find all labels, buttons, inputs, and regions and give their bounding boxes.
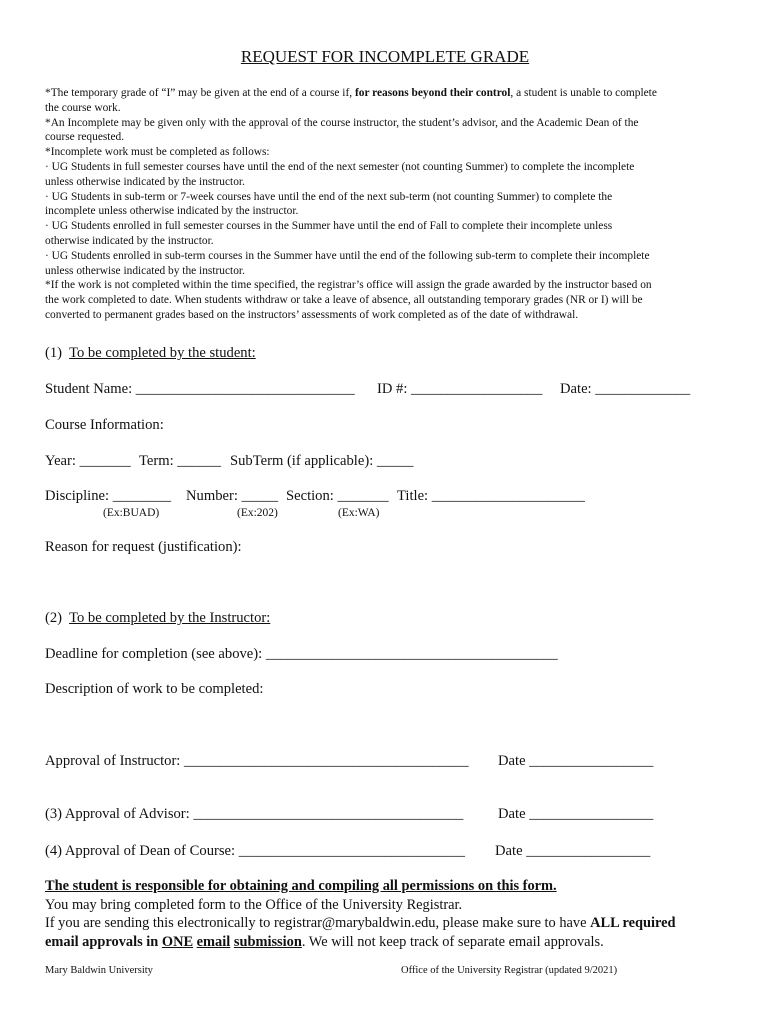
office-name: Office of the University Registrar (updated 9/2021)	[401, 965, 618, 976]
note-line: the course work.	[45, 101, 121, 114]
note-line: *An Incomplete may be given only with the approval of the course instructor, the student’s advisor, and the Academic Dean of the	[45, 116, 639, 129]
university-name: Mary Baldwin University	[45, 965, 153, 976]
instructions-block	[45, 86, 725, 323]
responsibility-note: The student is responsible for obtaining and compiling all permissions on this form.	[45, 878, 557, 894]
form-title: REQUEST FOR INCOMPLETE GRADE	[240, 47, 530, 66]
instructor-approval-field[interactable]: Approval of Instructor: _______________________________________	[45, 753, 469, 769]
section-number: (2)	[45, 610, 63, 626]
term-field[interactable]: Term: ______	[139, 453, 222, 469]
number-field[interactable]: Number: _____	[186, 488, 279, 504]
student-id-field[interactable]: ID #: __________________	[377, 381, 543, 397]
note-line: incomplete unless otherwise indicated by the instructor.	[45, 205, 299, 218]
year-field[interactable]: Year: _______	[45, 453, 131, 469]
note-line: otherwise indicated by the instructor.	[45, 234, 214, 247]
section-title: To be completed by the student:	[69, 345, 256, 361]
note-text: *The temporary grade of “I” may be given at the end of a course if,	[45, 87, 355, 99]
bring-form-note: You may bring completed form to the Office of the University Registrar.	[45, 896, 463, 913]
electronic-note	[45, 914, 676, 933]
note-line: · UG Students in full semester courses have until the end of the next semester (not counting Summer) to complete the incomplete	[45, 160, 635, 173]
note-line	[45, 86, 725, 101]
note-emphasis: ONE	[161, 933, 194, 950]
section-title: To be completed by the Instructor:	[69, 610, 271, 626]
note-text: . We will not keep track of separate email approvals.	[301, 933, 604, 950]
section-number: (1)	[45, 345, 63, 361]
note-line: the work completed to date. When students withdraw or take a leave of absence, all outstanding temporary grades (NR or I) will be	[45, 294, 643, 307]
course-info-label: Course Information:	[45, 417, 164, 433]
note-line: converted to permanent grades based on the instructors’ assessments of work completed as of the date of withdrawal.	[45, 308, 579, 321]
discipline-example: (Ex:BUAD)	[103, 507, 160, 519]
note-line: *If the work is not completed within the time specified, the registrar’s office will assign the grade awarded by the instructor based on	[45, 279, 652, 292]
note-emphasis: for reasons beyond their control	[354, 87, 511, 99]
section-field[interactable]: Section: _______	[286, 488, 389, 504]
note-line: · UG Students in sub-term or 7-week courses have until the end of the next sub-term (not counting Summer) to complete the	[45, 190, 613, 203]
section1-heading	[45, 345, 256, 362]
footer-instructions	[45, 877, 676, 951]
number-example: (Ex:202)	[237, 507, 278, 519]
note-text: , a student is unable to complete	[510, 87, 657, 99]
note-line: course requested.	[45, 131, 125, 144]
note-emphasis: email approvals in	[45, 933, 162, 950]
discipline-field[interactable]: Discipline: ________	[45, 488, 172, 504]
note-line: *Incomplete work must be completed as follows:	[45, 146, 270, 159]
instructor-date-field[interactable]: Date _________________	[498, 753, 654, 769]
reason-label: Reason for request (justification):	[45, 539, 242, 555]
electronic-note-continued	[45, 933, 676, 952]
dean-approval-field[interactable]: (4) Approval of Dean of Course: _______________________________	[45, 843, 465, 859]
subterm-field[interactable]: SubTerm (if applicable): _____	[230, 453, 414, 469]
note-emphasis: email	[196, 933, 231, 950]
advisor-approval-field[interactable]: (3) Approval of Advisor: _____________________________________	[45, 806, 464, 822]
section2-heading	[45, 610, 270, 627]
note-line: · UG Students enrolled in sub-term courses in the Summer have until the end of the following sub-term to complete their incomplete	[45, 249, 650, 262]
deadline-field[interactable]: Deadline for completion (see above): ________________________________________	[45, 646, 558, 662]
advisor-date-field[interactable]: Date _________________	[498, 806, 654, 822]
note-text: If you are sending this electronically to registrar@marybaldwin.edu, please make sure to have	[45, 915, 591, 931]
note-emphasis: submission	[233, 933, 302, 950]
student-name-field[interactable]: Student Name: ______________________________	[45, 381, 355, 397]
description-label: Description of work to be completed:	[45, 681, 264, 697]
student-date-field[interactable]: Date: _____________	[560, 381, 691, 397]
note-line: unless otherwise indicated by the instructor.	[45, 175, 245, 188]
note-line: unless otherwise indicated by the instructor.	[45, 264, 245, 277]
note-emphasis: ALL required	[590, 915, 676, 931]
dean-date-field[interactable]: Date _________________	[495, 843, 651, 859]
section-example: (Ex:WA)	[338, 507, 380, 519]
title-field[interactable]: Title: _____________________	[397, 488, 585, 504]
note-line: · UG Students enrolled in full semester courses in the Summer have until the end of Fall to complete their incomplete unless	[45, 220, 613, 233]
